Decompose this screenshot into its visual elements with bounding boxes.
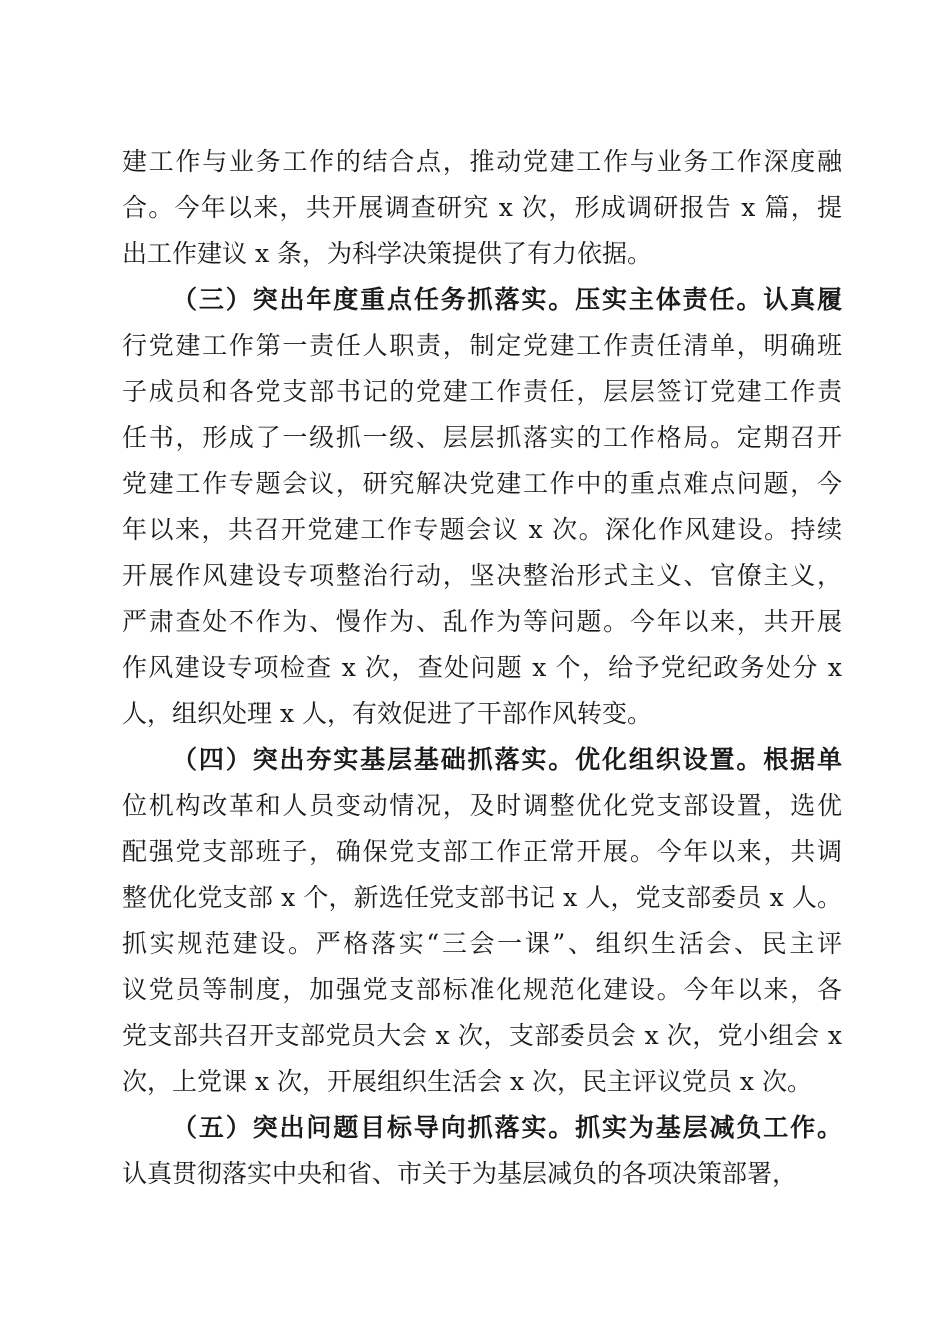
body-line: 认真贯彻落实中央和省、市关于为基层减负的各项决策部署， — [122, 1159, 798, 1188]
body-line: 配强党支部班子，确保党支部工作正常开展。今年以来，共调 — [122, 837, 842, 866]
body-line: 建工作与业务工作的结合点，推动党建工作与业务工作深度融 — [122, 147, 842, 176]
body-line: 位机构改革和人员变动情况，及时调整优化党支部设置，选优 — [122, 791, 842, 820]
body-line: 抓实规范建设。严格落实“三会一课”、组织生活会、民主评 — [122, 929, 842, 958]
body-line: 严肃查处不作为、慢作为、乱作为等问题。今年以来，共开展 — [122, 607, 842, 636]
body-line: 党支部共召开支部党员大会 x 次，支部委员会 x 次，党小组会 x — [122, 1021, 842, 1050]
section-heading-3: （三）突出年度重点任务抓落实。压实主体责任。认真履 — [172, 285, 842, 314]
body-line: 子成员和各党支部书记的党建工作责任，层层签订党建工作责 — [122, 377, 842, 406]
body-line: 任书，形成了一级抓一级、层层抓落实的工作格局。定期召开 — [122, 423, 842, 452]
body-line: 年以来，共召开党建工作专题会议 x 次。深化作风建设。持续 — [122, 515, 842, 544]
body-line: 行党建工作第一责任人职责，制定党建工作责任清单，明确班 — [122, 331, 842, 360]
section-heading-5: （五）突出问题目标导向抓落实。抓实为基层减负工作。 — [172, 1113, 842, 1142]
body-line: 作风建设专项检查 x 次，查处问题 x 个，给予党纪政务处分 x — [122, 653, 842, 682]
body-line: 党建工作专题会议，研究解决党建工作中的重点难点问题，今 — [122, 469, 842, 498]
body-line: 开展作风建设专项整治行动，坚决整治形式主义、官僚主义， — [122, 561, 842, 590]
body-line: 合。今年以来，共开展调查研究 x 次，形成调研报告 x 篇，提 — [122, 193, 842, 222]
body-line: 出工作建议 x 条，为科学决策提供了有力依据。 — [122, 239, 652, 268]
body-line: 人，组织处理 x 人，有效促进了干部作风转变。 — [122, 699, 652, 728]
section-heading-4: （四）突出夯实基层基础抓落实。优化组织设置。根据单 — [172, 745, 842, 774]
body-line: 整优化党支部 x 个，新选任党支部书记 x 人，党支部委员 x 人。 — [122, 883, 842, 912]
body-line: 议党员等制度，加强党支部标准化规范化建设。今年以来，各 — [122, 975, 842, 1004]
body-line: 次，上党课 x 次，开展组织生活会 x 次，民主评议党员 x 次。 — [122, 1067, 812, 1096]
